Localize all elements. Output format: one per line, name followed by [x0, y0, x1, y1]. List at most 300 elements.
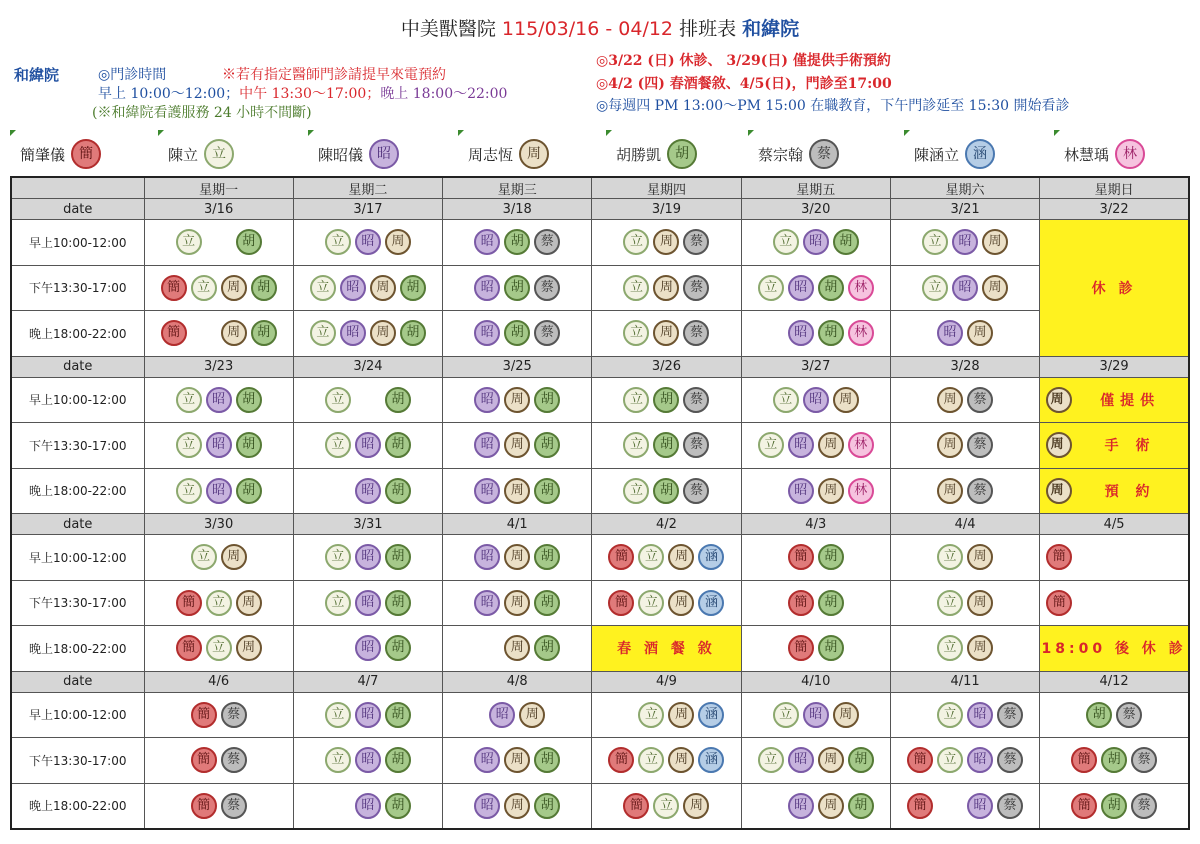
- doctor-badge-hu: 胡: [385, 478, 411, 504]
- doctor-badge-hu: 胡: [818, 635, 844, 661]
- doctor-badge-jian: 簡: [191, 702, 217, 728]
- doctor-badge-zhao: 昭: [952, 275, 978, 301]
- doctor-badge-zhao: 昭: [355, 432, 381, 458]
- doctor-list: [891, 626, 1039, 671]
- legend-item-zhou: [468, 136, 549, 172]
- title-dates: 115/03/16 - 04/12: [501, 18, 674, 40]
- doctor-badge-hu: 胡: [385, 544, 411, 570]
- legend-item-lin: [1064, 136, 1145, 172]
- schedule-cell: [293, 535, 442, 581]
- doctor-badge-zhou: 周: [937, 478, 963, 504]
- schedule-cell: [293, 311, 442, 357]
- date-cell: 4/4: [890, 514, 1039, 535]
- doctor-badge-zhou: 周: [967, 635, 993, 661]
- schedule-cell: [443, 738, 592, 784]
- doctor-badge-li: 立: [325, 544, 351, 570]
- schedule-cell: [741, 535, 890, 581]
- date-cell: 3/25: [443, 356, 592, 377]
- date-cell: 4/8: [443, 671, 592, 692]
- doctor-badge-jian: 簡: [788, 635, 814, 661]
- doctor-list: [742, 693, 890, 738]
- doctor-badge-cai: 蔡: [683, 432, 709, 458]
- weekday-header: 星期六: [890, 177, 1039, 199]
- doctor-badge-hu: 胡: [504, 229, 530, 255]
- doctor-badge-hu: 胡: [818, 544, 844, 570]
- doctor-badge-jian: 簡: [161, 320, 187, 346]
- slot-row: [11, 626, 1189, 672]
- doctor-list: [294, 581, 442, 626]
- legend-name: 陳涵立: [914, 145, 960, 164]
- legend-marker: [1054, 130, 1060, 136]
- slot-row: [11, 311, 1189, 357]
- doctor-list: [145, 535, 293, 580]
- hours-afternoon: 中午 13:30～17:00；: [239, 86, 381, 102]
- legend-item-li: [168, 136, 234, 172]
- schedule-cell: [741, 626, 890, 672]
- schedule-cell: [592, 423, 741, 469]
- doctor-badge-hu: 胡: [385, 747, 411, 773]
- date-cell: 4/6: [144, 671, 293, 692]
- doctor-badge-zhao: 昭: [474, 275, 500, 301]
- doctor-badge-zhao: 昭: [788, 432, 814, 458]
- doctor-list: [1040, 581, 1188, 626]
- doctor-list: [443, 378, 591, 423]
- weekday-header: 星期二: [293, 177, 442, 199]
- doctor-badge-jian: 簡: [191, 793, 217, 819]
- schedule-cell: [443, 265, 592, 311]
- doctor-badge-zhou: 周: [236, 590, 262, 616]
- doctor-list: [891, 378, 1039, 423]
- doctor-badge-zhao: 昭: [474, 432, 500, 458]
- care-note: (※和緯院看護服務 24 小時不間斷): [92, 105, 312, 121]
- schedule-cell: [741, 738, 890, 784]
- schedule-cell: [144, 423, 293, 469]
- schedule-cell: [592, 468, 741, 514]
- doctor-badge-zhao: 昭: [474, 747, 500, 773]
- slot-label: 晚上18:00-22:00: [11, 468, 144, 514]
- schedule-cell: [741, 377, 890, 423]
- schedule-cell: [144, 377, 293, 423]
- surgery-only-cell: [1040, 468, 1189, 514]
- legend-name: 陳昭儀: [318, 145, 364, 164]
- doctor-badge-li: 立: [638, 747, 664, 773]
- schedule-cell: [890, 468, 1039, 514]
- legend-name: 簡肇儀: [20, 145, 66, 164]
- doctor-badge-cai: 蔡: [967, 478, 993, 504]
- doctor-list: [145, 693, 293, 738]
- doctor-badge-hu: 胡: [848, 747, 874, 773]
- weekday-header-row: [11, 177, 1189, 199]
- date-label: date: [11, 671, 144, 692]
- schedule-cell: [293, 468, 442, 514]
- doctor-list: [145, 378, 293, 423]
- doctor-badge-jian: 簡: [608, 544, 634, 570]
- schedule-cell: [443, 423, 592, 469]
- legend-marker: [10, 130, 16, 136]
- doctor-badge-zhou: 周: [519, 702, 545, 728]
- doctor-list: [891, 738, 1039, 783]
- doctor-badge-hu: 胡: [534, 590, 560, 616]
- doctor-badge-zhou: 周: [818, 478, 844, 504]
- slot-row: [11, 783, 1189, 829]
- schedule-cell: [741, 468, 890, 514]
- date-cell: 4/7: [293, 671, 442, 692]
- legend-marker: [904, 130, 910, 136]
- doctor-badge-li: 立: [206, 635, 232, 661]
- slot-label: 早上10:00-12:00: [11, 220, 144, 266]
- doctor-badge-jian: 簡: [608, 747, 634, 773]
- schedule-cell: [890, 265, 1039, 311]
- date-row: [11, 514, 1189, 535]
- doctor-badge-li: 立: [773, 702, 799, 728]
- doctor-badge-hu: 胡: [251, 320, 277, 346]
- doctor-badge-jian: 簡: [788, 590, 814, 616]
- doctor-badge-zhou: 周: [504, 478, 530, 504]
- doctor-badge-jian: 簡: [907, 747, 933, 773]
- doctor-badge-hu: 胡: [667, 139, 697, 169]
- doctor-badge-zhou: 周: [668, 702, 694, 728]
- doctor-badge-zhou: 周: [370, 320, 396, 346]
- doctor-list: [891, 535, 1039, 580]
- doctor-badge-li: 立: [623, 229, 649, 255]
- schedule-cell: [1040, 783, 1189, 829]
- schedule-cell: [592, 738, 741, 784]
- doctor-list: [443, 693, 591, 738]
- doctor-badge-zhao: 昭: [355, 229, 381, 255]
- doctor-badge-zhou: 周: [668, 590, 694, 616]
- slot-label: 下午13:30-17:00: [11, 738, 144, 784]
- doctor-list: [145, 311, 293, 356]
- schedule-table: [10, 176, 1190, 830]
- doctor-badge-zhou: 周: [967, 590, 993, 616]
- schedule-cell: [144, 783, 293, 829]
- legend-marker: [748, 130, 754, 136]
- slot-row: [11, 738, 1189, 784]
- doctor-badge-jian: 簡: [1046, 590, 1072, 616]
- date-cell: 3/16: [144, 199, 293, 220]
- doctor-badge-li: 立: [937, 702, 963, 728]
- doctor-badge-han: 涵: [698, 702, 724, 728]
- date-cell: 3/29: [1040, 356, 1189, 377]
- date-row: [11, 671, 1189, 692]
- doctor-badge-zhou: 周: [818, 793, 844, 819]
- date-cell: 3/30: [144, 514, 293, 535]
- doctor-badge-lin: 林: [1115, 139, 1145, 169]
- doctor-list: [443, 220, 591, 265]
- doctor-badge-li: 立: [638, 590, 664, 616]
- doctor-badge-zhao: 昭: [355, 478, 381, 504]
- doctor-badge-li: 立: [176, 478, 202, 504]
- doctor-badge-cai: 蔡: [967, 432, 993, 458]
- doctor-list: [145, 220, 293, 265]
- doctor-list: [891, 581, 1039, 626]
- doctor-list: [592, 266, 740, 311]
- doctor-list: [742, 535, 890, 580]
- doctor-badge-zhao: 昭: [489, 702, 515, 728]
- doctor-badge-zhou: 周: [683, 793, 709, 819]
- legend-name: 蔡宗翰: [758, 145, 804, 164]
- doctor-badge-li: 立: [191, 544, 217, 570]
- doctor-list: [592, 220, 740, 265]
- doctor-badge-hu: 胡: [504, 275, 530, 301]
- doctor-list: [443, 535, 591, 580]
- doctor-list: [592, 693, 740, 738]
- doctor-badge-zhao: 昭: [803, 702, 829, 728]
- doctor-badge-li: 立: [176, 432, 202, 458]
- legend-item-hu: [616, 136, 697, 172]
- schedule-cell: [741, 265, 890, 311]
- doctor-badge-hu: 胡: [534, 635, 560, 661]
- doctor-list: [1040, 738, 1188, 783]
- doctor-badge-hu: 胡: [653, 478, 679, 504]
- legend-name: 胡勝凱: [616, 145, 662, 164]
- doctor-badge-jian: 簡: [1071, 793, 1097, 819]
- doctor-badge-zhou: 周: [668, 544, 694, 570]
- doctor-badge-zhao: 昭: [788, 320, 814, 346]
- schedule-cell: [1040, 580, 1189, 626]
- schedule-cell: [890, 626, 1039, 672]
- doctor-badge-cai: 蔡: [997, 702, 1023, 728]
- doctor-badge-zhou: 周: [1046, 387, 1072, 413]
- doctor-badge-jian: 簡: [176, 590, 202, 616]
- doctor-list: [294, 535, 442, 580]
- doctor-badge-han: 涵: [698, 544, 724, 570]
- slot-row: [11, 423, 1189, 469]
- schedule-cell: [890, 423, 1039, 469]
- legend-name: 周志恆: [468, 145, 514, 164]
- doctor-legend: [0, 136, 1200, 172]
- date-label: date: [11, 356, 144, 377]
- date-cell: 3/22: [1040, 199, 1189, 220]
- doctor-badge-zhao: 昭: [355, 702, 381, 728]
- doctor-badge-jian: 簡: [191, 747, 217, 773]
- doctor-badge-li: 立: [638, 702, 664, 728]
- doctor-list: [443, 469, 591, 514]
- doctor-list: [294, 469, 442, 514]
- schedule-cell: [443, 626, 592, 672]
- doctor-badge-jian: 簡: [788, 544, 814, 570]
- doctor-badge-cai: 蔡: [683, 229, 709, 255]
- doctor-badge-jian: 簡: [71, 139, 101, 169]
- schedule-cell: [741, 692, 890, 738]
- doctor-badge-zhao: 昭: [474, 793, 500, 819]
- notice-2: ◎4/2 (四) 春酒餐敘、4/5(日)，門診至17:00: [596, 76, 892, 92]
- doctor-badge-li: 立: [937, 590, 963, 616]
- doctor-badge-li: 立: [623, 432, 649, 458]
- doctor-badge-li: 立: [758, 747, 784, 773]
- schedule-cell: [890, 311, 1039, 357]
- weekday-header: 星期一: [144, 177, 293, 199]
- doctor-list: [742, 626, 890, 671]
- doctor-badge-zhao: 昭: [474, 590, 500, 616]
- doctor-badge-zhao: 昭: [369, 139, 399, 169]
- title-hospital: 中美獸醫院: [400, 18, 496, 40]
- doctor-badge-cai: 蔡: [1116, 702, 1142, 728]
- doctor-badge-zhao: 昭: [967, 747, 993, 773]
- doctor-list: [294, 311, 442, 356]
- schedule-cell: [592, 692, 741, 738]
- doctor-badge-han: 涵: [698, 747, 724, 773]
- slot-label: 早上10:00-12:00: [11, 377, 144, 423]
- doctor-list: [294, 266, 442, 311]
- date-cell: 4/9: [592, 671, 741, 692]
- doctor-badge-cai: 蔡: [534, 275, 560, 301]
- date-cell: 4/11: [890, 671, 1039, 692]
- legend-marker: [606, 130, 612, 136]
- slot-label: 晚上18:00-22:00: [11, 626, 144, 672]
- schedule-cell: [144, 692, 293, 738]
- date-cell: 3/31: [293, 514, 442, 535]
- slot-label: 下午13:30-17:00: [11, 423, 144, 469]
- doctor-badge-li: 立: [191, 275, 217, 301]
- weekday-header: 星期四: [592, 177, 741, 199]
- doctor-badge-zhao: 昭: [340, 320, 366, 346]
- doctor-badge-zhou: 周: [519, 139, 549, 169]
- slot-row: [11, 377, 1189, 423]
- date-cell: 4/2: [592, 514, 741, 535]
- date-cell: 3/26: [592, 356, 741, 377]
- doctor-list: [145, 581, 293, 626]
- doctor-badge-li: 立: [325, 387, 351, 413]
- doctor-badge-zhao: 昭: [355, 793, 381, 819]
- schedule-cell: [293, 783, 442, 829]
- doctor-badge-hu: 胡: [236, 229, 262, 255]
- schedule-cell: [1040, 738, 1189, 784]
- doctor-badge-hu: 胡: [251, 275, 277, 301]
- doctor-list: [443, 581, 591, 626]
- doctor-badge-zhou: 周: [937, 432, 963, 458]
- schedule-cell: [890, 738, 1039, 784]
- schedule-cell: [741, 783, 890, 829]
- doctor-badge-jian: 簡: [1046, 544, 1072, 570]
- hours-line: [98, 83, 507, 103]
- surgery-note: 僅提供: [1100, 392, 1161, 409]
- doctor-badge-lin: 林: [848, 320, 874, 346]
- schedule-cell: [293, 265, 442, 311]
- schedule-cell: [293, 692, 442, 738]
- doctor-list: [294, 693, 442, 738]
- doctor-badge-zhao: 昭: [340, 275, 366, 301]
- schedule-cell: [592, 377, 741, 423]
- doctor-badge-hu: 胡: [534, 387, 560, 413]
- doctor-badge-li: 立: [623, 387, 649, 413]
- doctor-badge-zhou: 周: [833, 702, 859, 728]
- schedule-cell: [144, 738, 293, 784]
- slot-label: 下午13:30-17:00: [11, 265, 144, 311]
- doctor-list: [443, 738, 591, 783]
- doctor-list: [891, 784, 1039, 829]
- doctor-badge-hu: 胡: [1086, 702, 1112, 728]
- schedule-cell: [592, 783, 741, 829]
- doctor-badge-cai: 蔡: [683, 275, 709, 301]
- doctor-badge-hu: 胡: [1101, 747, 1127, 773]
- doctor-badge-cai: 蔡: [534, 320, 560, 346]
- doctor-badge-han: 涵: [698, 590, 724, 616]
- schedule-cell: [293, 423, 442, 469]
- doctor-list: [1040, 469, 1188, 514]
- title-branch: 和緯院: [742, 18, 800, 40]
- doctor-badge-zhao: 昭: [952, 229, 978, 255]
- hours-evening: 晚上 18:00～22:00: [380, 86, 508, 102]
- doctor-badge-zhou: 周: [818, 432, 844, 458]
- doctor-list: [592, 535, 740, 580]
- doctor-badge-zhao: 昭: [355, 590, 381, 616]
- date-row: [11, 356, 1189, 377]
- legend-marker: [308, 130, 314, 136]
- event-banner: 18:00 後 休 診: [1040, 626, 1189, 672]
- doctor-list: [592, 738, 740, 783]
- doctor-badge-cai: 蔡: [221, 793, 247, 819]
- doctor-list: [891, 423, 1039, 468]
- schedule-cell: [741, 220, 890, 266]
- doctor-badge-cai: 蔡: [683, 320, 709, 346]
- legend-item-han: [914, 136, 995, 172]
- doctor-list: [145, 626, 293, 671]
- legend-marker: [158, 130, 164, 136]
- doctor-badge-hu: 胡: [534, 747, 560, 773]
- doctor-badge-zhao: 昭: [206, 387, 232, 413]
- date-row: [11, 199, 1189, 220]
- doctor-badge-zhou: 周: [504, 432, 530, 458]
- branch-label: 和緯院: [14, 66, 60, 84]
- doctor-badge-li: 立: [623, 320, 649, 346]
- slot-label: 晚上18:00-22:00: [11, 311, 144, 357]
- doctor-list: [145, 266, 293, 311]
- doctor-list: [443, 626, 591, 671]
- doctor-badge-li: 立: [176, 229, 202, 255]
- corner-cell: [11, 177, 144, 199]
- doctor-list: [1040, 693, 1188, 738]
- doctor-badge-zhao: 昭: [788, 478, 814, 504]
- doctor-badge-li: 立: [773, 387, 799, 413]
- doctor-badge-cai: 蔡: [221, 747, 247, 773]
- doctor-badge-zhou: 周: [370, 275, 396, 301]
- schedule-cell: [1040, 535, 1189, 581]
- date-cell: 3/19: [592, 199, 741, 220]
- date-cell: 3/20: [741, 199, 890, 220]
- legend-item-jian: [20, 136, 101, 172]
- schedule-cell: [890, 220, 1039, 266]
- doctor-badge-li: 立: [204, 139, 234, 169]
- surgery-note: 手 術: [1104, 438, 1156, 455]
- legend-marker: [458, 130, 464, 136]
- schedule-cell: [144, 580, 293, 626]
- doctor-badge-jian: 簡: [1071, 747, 1097, 773]
- doctor-list: [294, 784, 442, 829]
- doctor-list: [891, 693, 1039, 738]
- doctor-badge-li: 立: [937, 635, 963, 661]
- doctor-list: [891, 266, 1039, 311]
- doctor-badge-hu: 胡: [385, 387, 411, 413]
- doctor-badge-li: 立: [206, 590, 232, 616]
- doctor-list: [742, 469, 890, 514]
- doctor-badge-zhou: 周: [1046, 432, 1072, 458]
- doctor-badge-hu: 胡: [534, 432, 560, 458]
- schedule-cell: [592, 311, 741, 357]
- doctor-badge-zhao: 昭: [355, 544, 381, 570]
- doctor-badge-jian: 簡: [907, 793, 933, 819]
- doctor-badge-cai: 蔡: [683, 478, 709, 504]
- slot-row: [11, 692, 1189, 738]
- doctor-badge-jian: 簡: [623, 793, 649, 819]
- doctor-badge-cai: 蔡: [809, 139, 839, 169]
- doctor-badge-lin: 林: [848, 432, 874, 458]
- schedule-cell: [293, 580, 442, 626]
- schedule-cell: [293, 738, 442, 784]
- doctor-list: [742, 378, 890, 423]
- doctor-badge-zhao: 昭: [967, 702, 993, 728]
- doctor-badge-zhou: 周: [967, 320, 993, 346]
